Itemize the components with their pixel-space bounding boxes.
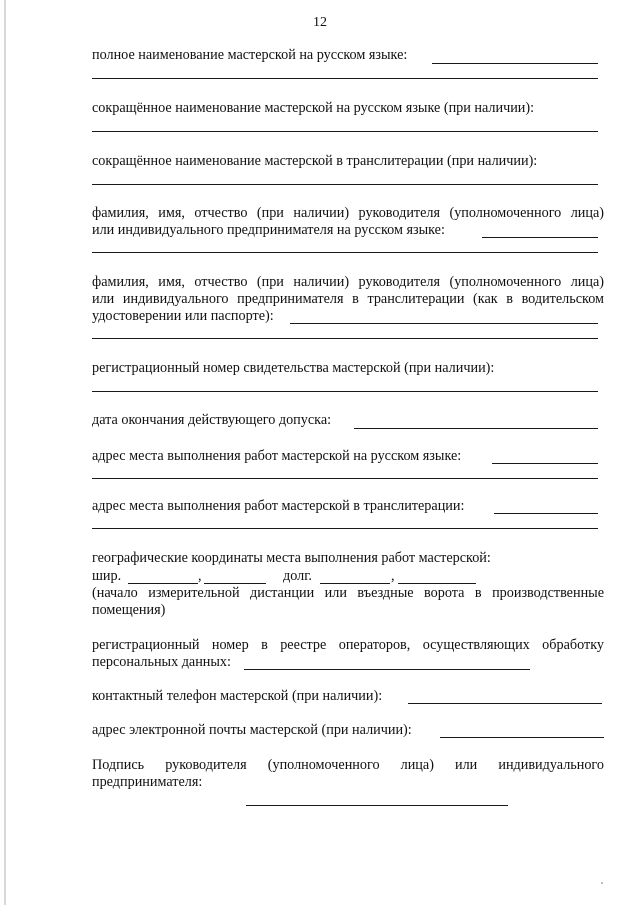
signature-label-line2: предпринимателя: [92,774,203,790]
latitude-degrees-field[interactable] [128,583,198,584]
field-label-address-translit: адрес места выполнения работ мастерской в транслитерации: [92,498,465,514]
latitude-minutes-field[interactable] [204,583,266,584]
field-label-phone: контактный телефон мастерской (при наличии): [92,688,383,704]
field-label-cert-number: регистрационный номер свидетельства мастерской (при наличии): [92,360,495,376]
longitude-degrees-field[interactable] [320,583,390,584]
latitude-label: шир. [92,568,122,584]
field-line-head-name-ru-2[interactable] [92,252,598,253]
field-line-address-ru-2[interactable] [92,478,598,479]
coordinates-note-line1: (начало измерительной дистанции или въездные ворота в производственные [92,585,604,601]
field-label-registry-number-line1: регистрационный номер в реестре операторов, осуществляющих обработку [92,637,604,653]
field-label-address-ru: адрес места выполнения работ мастерской на русском языке: [92,448,462,464]
coordinates-note-line2: помещения) [92,602,166,618]
coordinates-title: географические координаты места выполнения работ мастерской: [92,550,491,566]
field-label-head-name-translit-line3: удостоверении или паспорте): [92,308,274,324]
field-label-head-name-ru-line1: фамилия, имя, отчество (при наличии) руководителя (уполномоченного лица) [92,205,604,221]
field-line-email[interactable] [440,737,604,738]
field-line-head-name-translit-2[interactable] [92,338,598,339]
field-line-phone[interactable] [408,703,602,704]
longitude-minutes-field[interactable] [398,583,476,584]
field-line-address-translit[interactable] [494,513,598,514]
field-label-full-name-ru: полное наименование мастерской на русском языке: [92,47,408,63]
longitude-label: долг. [283,568,312,584]
field-label-head-name-ru-line2: или индивидуального предпринимателя на русском языке: [92,222,445,238]
field-line-address-ru[interactable] [492,463,598,464]
field-label-permit-end-date: дата окончания действующего допуска: [92,412,332,428]
field-line-short-name-ru[interactable] [92,131,598,132]
longitude-comma: , [391,568,395,584]
field-line-registry-number[interactable] [244,669,530,670]
scan-speck [601,882,603,884]
field-line-head-name-translit[interactable] [290,323,598,324]
field-label-short-name-ru: сокращённое наименование мастерской на русском языке (при наличии): [92,100,535,116]
field-line-full-name-ru[interactable] [432,63,598,64]
signature-line[interactable] [246,805,508,806]
page-number: 12 [313,15,327,30]
field-label-short-name-translit: сокращённое наименование мастерской в транслитерации (при наличии): [92,153,538,169]
latitude-comma: , [198,568,202,584]
field-line-full-name-ru-2[interactable] [92,78,598,79]
field-label-registry-number-line2: персональных данных: [92,654,231,670]
field-line-address-translit-2[interactable] [92,528,598,529]
field-line-cert-number[interactable] [92,391,598,392]
field-label-email: адрес электронной почты мастерской (при наличии): [92,722,412,738]
field-line-head-name-ru[interactable] [482,237,598,238]
field-label-head-name-translit-line2: или индивидуального предпринимателя в транслитерации (как в водительском [92,291,604,307]
field-line-short-name-translit[interactable] [92,184,598,185]
field-line-permit-end-date[interactable] [354,428,598,429]
scan-left-edge [4,0,6,905]
field-label-head-name-translit-line1: фамилия, имя, отчество (при наличии) руководителя (уполномоченного лица) [92,274,604,290]
signature-label-line1: Подпись руководителя (уполномоченного лица) или индивидуального [92,757,604,773]
